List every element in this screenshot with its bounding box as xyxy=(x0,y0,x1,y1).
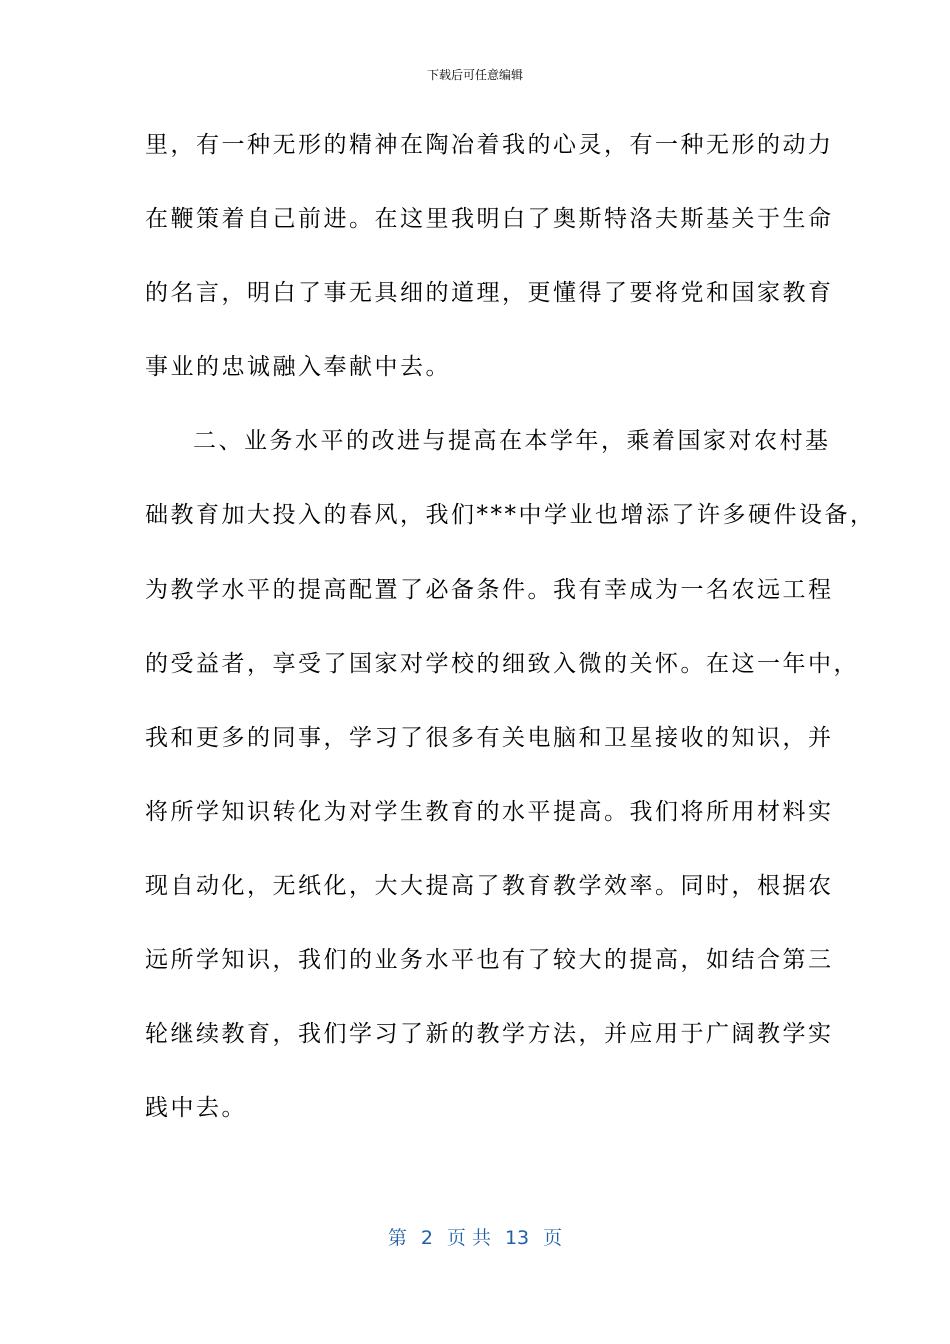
total-pages-number: 13 xyxy=(504,1227,530,1249)
paragraph-line: 远所学知识，我们的业务水平也有了较大的提高，如结合第三 xyxy=(145,947,834,973)
page-header: 下载后可任意编辑 xyxy=(426,68,523,82)
paragraph-line: 在鞭策着自己前进。在这里我明白了奥斯特洛夫斯基关于生命 xyxy=(145,206,834,232)
paragraph-line: 轮继续教育，我们学习了新的教学方法，并应用于广阔教学实 xyxy=(145,1021,834,1047)
paragraph-line: 将所学知识转化为对学生教育的水平提高。我们将所用材料实 xyxy=(145,799,834,825)
footer-prefix: 第 xyxy=(387,1227,407,1249)
paragraph-line: 的受益者，享受了国家对学校的细致入微的关怀。在这一年中， xyxy=(145,651,859,677)
paragraph-line: 的名言，明白了事无具细的道理，更懂得了要将党和国家教育 xyxy=(145,280,834,306)
paragraph-line: 我和更多的同事，学习了很多有关电脑和卫星接收的知识，并 xyxy=(145,725,834,751)
paragraph-line: 践中去。 xyxy=(145,1095,247,1121)
paragraph-line: 为教学水平的提高配置了必备条件。我有幸成为一名农远工程 xyxy=(145,577,834,603)
footer-suffix: 页 xyxy=(543,1227,563,1249)
paragraph-line: 事业的忠诚融入奉献中去。 xyxy=(145,354,451,380)
paragraph-line: 础教育加大投入的春风，我们***中学业也增添了许多硬件设备， xyxy=(145,502,876,528)
page-number-footer xyxy=(0,1226,950,1250)
paragraph-line: 现自动化，无纸化，大大提高了教育教学效率。同时，根据农 xyxy=(145,873,834,899)
footer-middle: 页 共 xyxy=(446,1227,491,1249)
paragraph-line: 二、业务水平的改进与提高在本学年，乘着国家对农村基 xyxy=(193,428,831,454)
paragraph-line: 里，有一种无形的精神在陶冶着我的心灵，有一种无形的动力 xyxy=(145,132,834,158)
current-page-number: 2 xyxy=(420,1227,433,1249)
